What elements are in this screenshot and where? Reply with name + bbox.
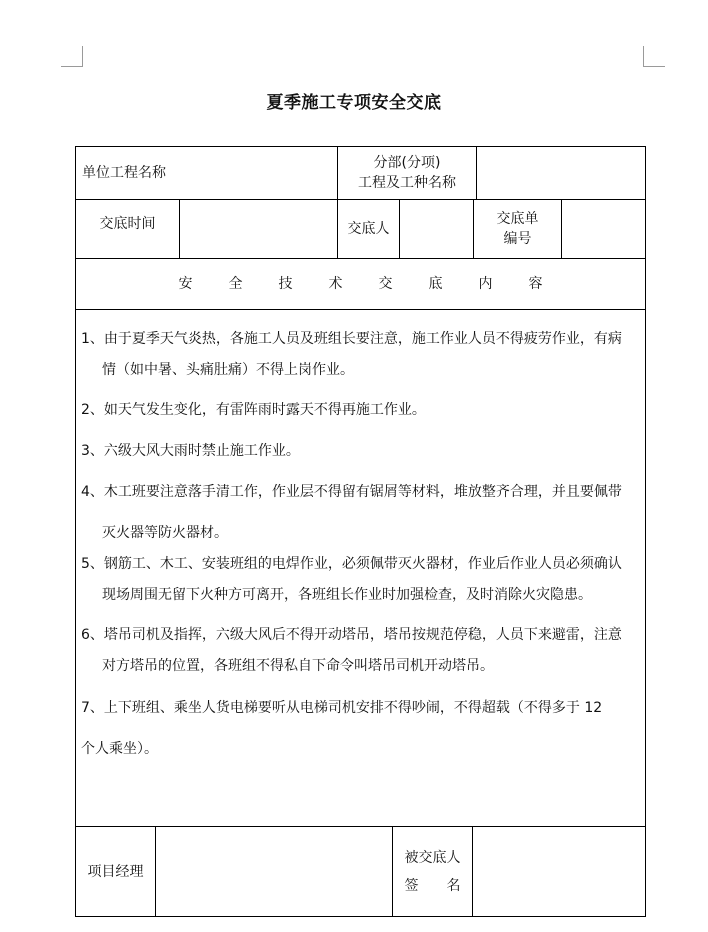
content-header-char: 内 bbox=[478, 276, 493, 292]
item-text-line2: 对方塔吊的位置，各班组不得私自下命令叫塔吊司机开动塔吊。 bbox=[102, 658, 494, 674]
item-text-line2: 灭火器等防火器材。 bbox=[102, 525, 228, 541]
sub-project-label bbox=[338, 147, 476, 199]
content-header-char: 术 bbox=[328, 276, 343, 292]
list-item bbox=[81, 436, 641, 467]
project-manager-label: 项目经理 bbox=[87, 863, 144, 880]
list-item bbox=[81, 549, 641, 611]
list-item bbox=[81, 395, 641, 426]
handover-person-label: 交底人 bbox=[347, 221, 390, 237]
item-text-line2: 情（如中暑、头痛肚痛）不得上岗作业。 bbox=[102, 362, 354, 378]
content-header-char: 技 bbox=[278, 276, 293, 292]
handover-number-field[interactable] bbox=[562, 200, 645, 258]
sub-project-label-line2: 工程及工种名称 bbox=[358, 175, 456, 191]
list-item bbox=[81, 324, 641, 386]
item-text-line1: 5、钢筋工、木工、安装班组的电焊作业，必须佩带灭火器材，作业后作业人员必须确认 bbox=[81, 556, 622, 572]
recipient-signature-label bbox=[393, 827, 472, 916]
handover-time-label: 交底时间 bbox=[99, 216, 156, 232]
content-header-char: 安 bbox=[178, 276, 193, 292]
document-title: 夏季施工专项安全交底 bbox=[266, 93, 442, 113]
content-header-char: 容 bbox=[528, 276, 543, 292]
handover-number-label bbox=[474, 200, 561, 258]
list-item bbox=[81, 620, 641, 682]
item-text-line2: 个人乘坐）。 bbox=[81, 741, 158, 757]
sub-project-label-line1: 分部(分项) bbox=[373, 155, 441, 171]
unit-project-field[interactable] bbox=[195, 147, 336, 199]
handover-time-field[interactable] bbox=[180, 200, 337, 258]
item-text-line2: 现场周围无留下火种方可离开，各班组长作业时加强检查，及时消除火灾隐患。 bbox=[102, 587, 592, 603]
list-item bbox=[81, 693, 641, 765]
item-text-line1: 2、如天气发生变化，有雷阵雨时露天不得再施工作业。 bbox=[81, 402, 426, 418]
item-text-line1: 7、上下班组、乘坐人货电梯要听从电梯司机安排不得吵闹，不得超载（不得多于 12 bbox=[81, 700, 603, 716]
list-item bbox=[81, 477, 641, 549]
handover-number-label-line2: 编号 bbox=[503, 231, 532, 247]
content-header bbox=[76, 259, 645, 309]
content-header-char: 交 bbox=[378, 276, 393, 292]
unit-project-label: 单位工程名称 bbox=[82, 165, 166, 181]
handover-number-label-line1: 交底单 bbox=[496, 211, 539, 227]
item-text-line1: 6、塔吊司机及指挥，六级大风后不得开动塔吊，塔吊按规范停稳，人员下来避雷，注意 bbox=[81, 627, 622, 643]
recipient-label-line1: 被交底人 bbox=[404, 849, 461, 866]
item-text-line1: 1、由于夏季天气炎热，各施工人员及班组长要注意，施工作业人员不得疲劳作业，有病 bbox=[81, 331, 622, 347]
sub-project-field[interactable] bbox=[477, 147, 645, 199]
project-manager-field[interactable] bbox=[156, 827, 392, 916]
item-text-line1: 3、六级大风大雨时禁止施工作业。 bbox=[81, 443, 300, 459]
content-header-char: 底 bbox=[428, 276, 443, 292]
content-header-char: 全 bbox=[228, 276, 243, 292]
recipient-label-line2: 签 名 bbox=[404, 877, 461, 894]
item-text-line1: 4、木工班要注意落手清工作，作业层不得留有锯屑等材料，堆放整齐合理，并且要佩带 bbox=[81, 484, 622, 500]
handover-person-field[interactable] bbox=[400, 200, 473, 258]
recipient-signature-field[interactable] bbox=[473, 827, 645, 916]
